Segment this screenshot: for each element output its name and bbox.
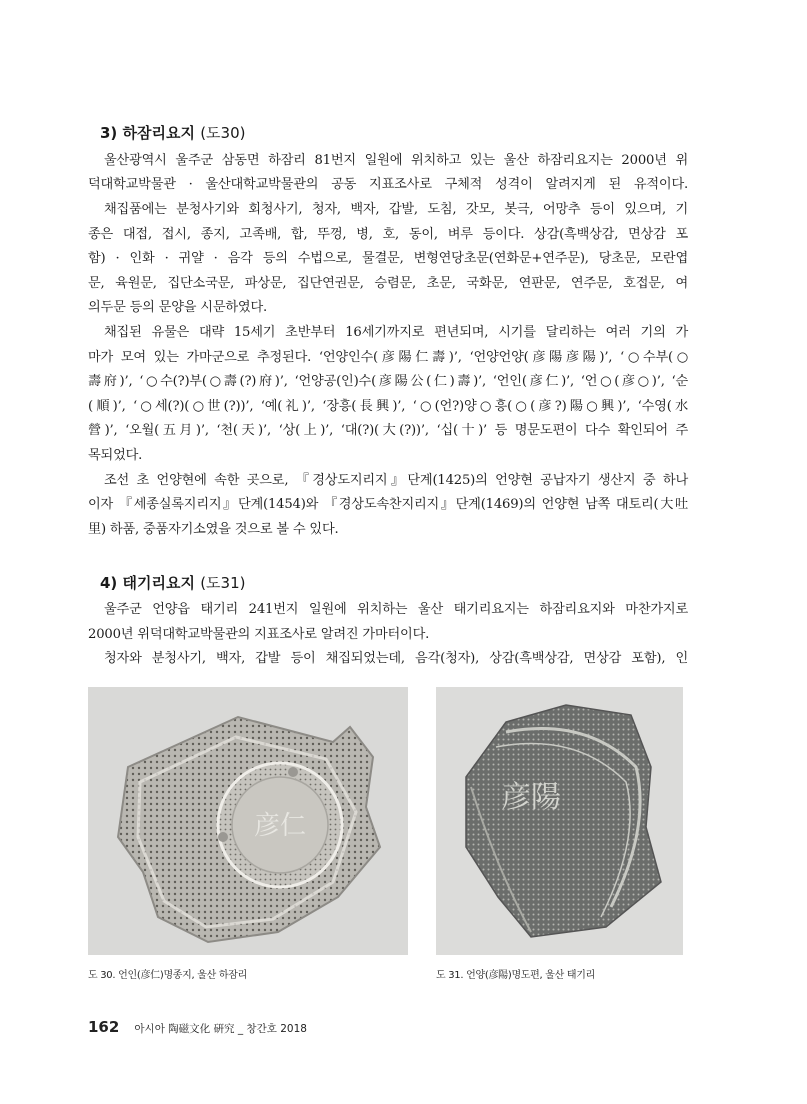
page-footer <box>88 1017 307 1036</box>
body-line: 문, 육원문, 집단소국문, 파상문, 집단연권문, 승렴문, 초문, 국화문, 연판문, 연주문, 호접문, 여 <box>88 276 688 291</box>
figure-30-photo <box>88 687 408 955</box>
section-4-figure-ref: (도31) <box>200 574 246 592</box>
section-3-heading <box>100 122 245 143</box>
body-line: (順)’, ‘○세(?)(○世(?))’, ‘예(礼)’, ‘장흥(長興)’, ‘○(언?)양○흥(○(彦?)陽○興)’, ‘수영(水 <box>88 399 688 414</box>
body-line: 울주군 언양읍 태기리 241번지 일원에 위치하는 울산 태기리요지는 하잠리요지와 마찬가지로 <box>104 602 688 617</box>
figure-31-inscription: 彦陽 <box>501 780 561 815</box>
body-line: 조선 초 언양현에 속한 곳으로, 『경상도지리지』단계(1425)의 언양현 공납자기 생산지 중 하나 <box>104 473 688 488</box>
body-line: 의두문 등의 문양을 시문하였다. <box>88 300 267 315</box>
figure-30-caption: 도 30. 언인(彦仁)명종지, 울산 하잠리 <box>88 970 247 981</box>
body-line: 壽府)’, ‘○수(?)부(○壽(?)府)’, ‘언양공(인)수(彦陽公(仁)壽)’, ‘언인(彦仁)’, ‘언○(彦○)’, ‘순 <box>88 374 688 389</box>
page-number: 162 <box>88 1018 120 1036</box>
section-4-heading <box>100 572 245 593</box>
body-line: 2000년 위덕대학교박물관의 지표조사로 알려진 가마터이다. <box>88 627 430 642</box>
body-line: 울산광역시 울주군 삼동면 하잠리 81번지 일원에 위치하고 있는 울산 하잠리요지는 2000년 위 <box>104 153 688 168</box>
body-line: 채집된 유물은 대략 15세기 초반부터 16세기까지로 편년되며, 시기를 달리하는 여러 기의 가 <box>104 325 688 340</box>
figure-30-inscription: 彦仁 <box>253 811 307 841</box>
section-3-figure-ref: (도30) <box>200 124 246 142</box>
figure-31-photo <box>436 687 683 955</box>
section-4-title: 4) 태기리요지 <box>100 574 195 592</box>
body-line: 이자 『세종실록지리지』단계(1454)와 『경상도속찬지리지』단계(1469)의 언양현 남쪽 대토리(大吐 <box>88 497 688 512</box>
journal-title: 아시아 陶磁文化 硏究 _ 창간호 2018 <box>134 1023 307 1035</box>
body-line: 청자와 분청사기, 백자, 갑발 등이 채집되었는데, 음각(청자), 상감(흑백상감, 면상감 포함), 인 <box>104 651 688 666</box>
body-line: 채집품에는 분청사기와 회청사기, 청자, 백자, 갑발, 도침, 갓모, 봇극, 어망추 등이 있으며, 기 <box>104 202 688 217</box>
section-3-title: 3) 하잠리요지 <box>100 124 195 142</box>
sherd-fragment-image <box>436 687 683 955</box>
bowl-sherd-image <box>88 687 408 955</box>
body-line: 목되었다. <box>88 448 143 463</box>
body-line: 함) · 인화 · 귀얄 · 음각 등의 수법으로, 물결문, 변형연당초문(연화문+연주문), 당초문, 모란엽 <box>88 251 688 266</box>
body-line: 營)’, ‘오월(五月)’, ‘천(天)’, ‘상(上)’, ‘대(?)(大(?))’, ‘십(十)’ 등 명문도편이 다수 확인되어 주 <box>88 423 688 438</box>
body-line: 종은 대접, 접시, 종지, 고족배, 합, 뚜껑, 병, 호, 동이, 벼루 등이다. 상감(흑백상감, 면상감 포 <box>88 227 688 242</box>
body-line: 마가 모여 있는 가마군으로 추정된다. ‘언양인수(彦陽仁壽)’, ‘언양언양(彦陽彦陽)’, ‘○수부(○ <box>88 350 688 365</box>
figure-31-caption: 도 31. 언양(彦陽)명도편, 울산 태기리 <box>436 970 595 981</box>
body-line: 里) 하품, 중품자기소였을 것으로 볼 수 있다. <box>88 522 339 537</box>
body-line: 덕대학교박물관 · 울산대학교박물관의 공동 지표조사로 구체적 성격이 알려지게 된 유적이다. <box>88 177 688 192</box>
